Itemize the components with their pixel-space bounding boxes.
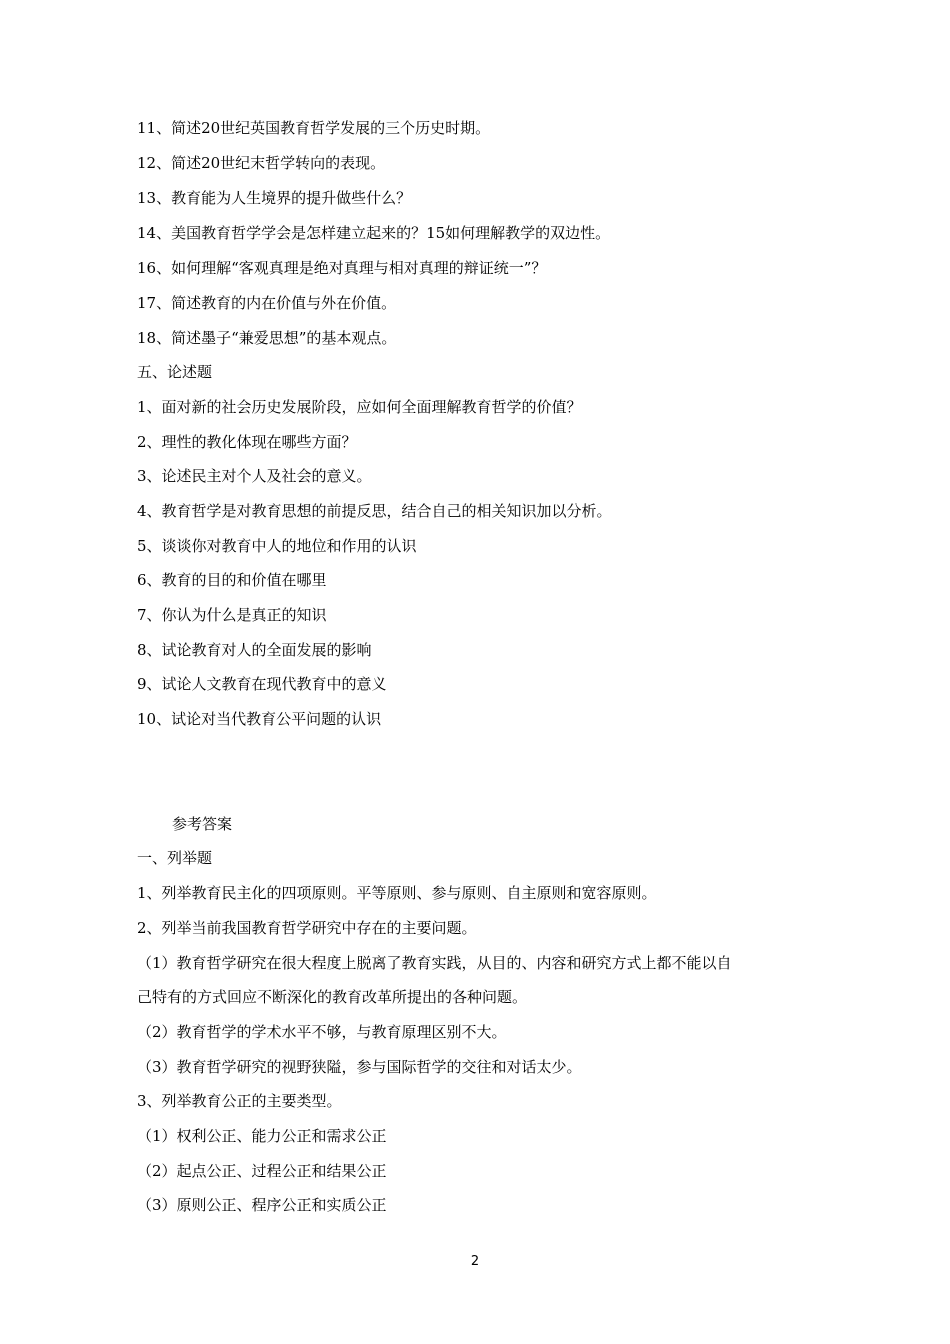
essay-question-6: 6、教育的目的和价值在哪里 (137, 571, 327, 589)
essay-question-1: 1、面对新的社会历史发展阶段，应如何全面理解教育哲学的价值？ (137, 398, 582, 416)
question-18: 18、简述墨子“兼爱思想”的基本观点。 (137, 329, 397, 347)
essay-question-10: 10、试论对当代教育公平问题的认识 (137, 710, 382, 728)
essay-question-5: 5、谈谈你对教育中人的地位和作用的认识 (137, 537, 417, 555)
answer-2-item-2: （2）教育哲学的学术水平不够，与教育原理区别不大。 (137, 1023, 507, 1041)
answer-3: 3、列举教育公正的主要类型。 (137, 1092, 342, 1110)
answer-3-item-2: （2）起点公正、过程公正和结果公正 (137, 1162, 387, 1180)
essay-question-8: 8、试论教育对人的全面发展的影响 (137, 641, 372, 659)
question-16: 16、如何理解“客观真理是绝对真理与相对真理的辩证统一”？ (137, 259, 547, 277)
answer-2-item-1-cont: 己特有的方式回应不断深化的教育改革所提出的各种问题。 (137, 988, 528, 1006)
question-11: 11、简述20世纪英国教育哲学发展的三个历史时期。 (137, 119, 491, 137)
essay-question-2: 2、理性的教化体现在哪些方面？ (137, 433, 357, 451)
essay-question-7: 7、你认为什么是真正的知识 (137, 606, 327, 624)
answer-2: 2、列举当前我国教育哲学研究中存在的主要问题。 (137, 919, 477, 937)
question-17: 17、简述教育的内在价值与外在价值。 (137, 294, 397, 312)
answer-2-item-3: （3）教育哲学研究的视野狭隘，参与国际哲学的交往和对话太少。 (137, 1058, 582, 1076)
essay-section-heading: 五、论述题 (137, 363, 213, 381)
answers-section-heading: 一、列举题 (137, 849, 213, 867)
answer-1: 1、列举教育民主化的四项原则。平等原则、参与原则、自主原则和宽容原则。 (137, 884, 657, 902)
essay-question-3: 3、论述民主对个人及社会的意义。 (137, 467, 372, 485)
answers-title: 参考答案 (172, 815, 233, 833)
answer-2-item-1: （1）教育哲学研究在很大程度上脱离了教育实践，从目的、内容和研究方式上都不能以自 (137, 954, 732, 972)
essay-question-9: 9、试论人文教育在现代教育中的意义 (137, 675, 387, 693)
answer-3-item-3: （3）原则公正、程序公正和实质公正 (137, 1196, 387, 1214)
question-12: 12、简述20世纪末哲学转向的表现。 (137, 154, 386, 172)
page-number: 2 (470, 1254, 480, 1269)
answer-3-item-1: （1）权利公正、能力公正和需求公正 (137, 1127, 387, 1145)
essay-question-4: 4、教育哲学是对教育思想的前提反思，结合自己的相关知识加以分析。 (137, 502, 612, 520)
question-14-15: 14、美国教育哲学学会是怎样建立起来的？15如何理解教学的双边性。 (137, 224, 611, 242)
question-13: 13、教育能为人生境界的提升做些什么？ (137, 189, 412, 207)
